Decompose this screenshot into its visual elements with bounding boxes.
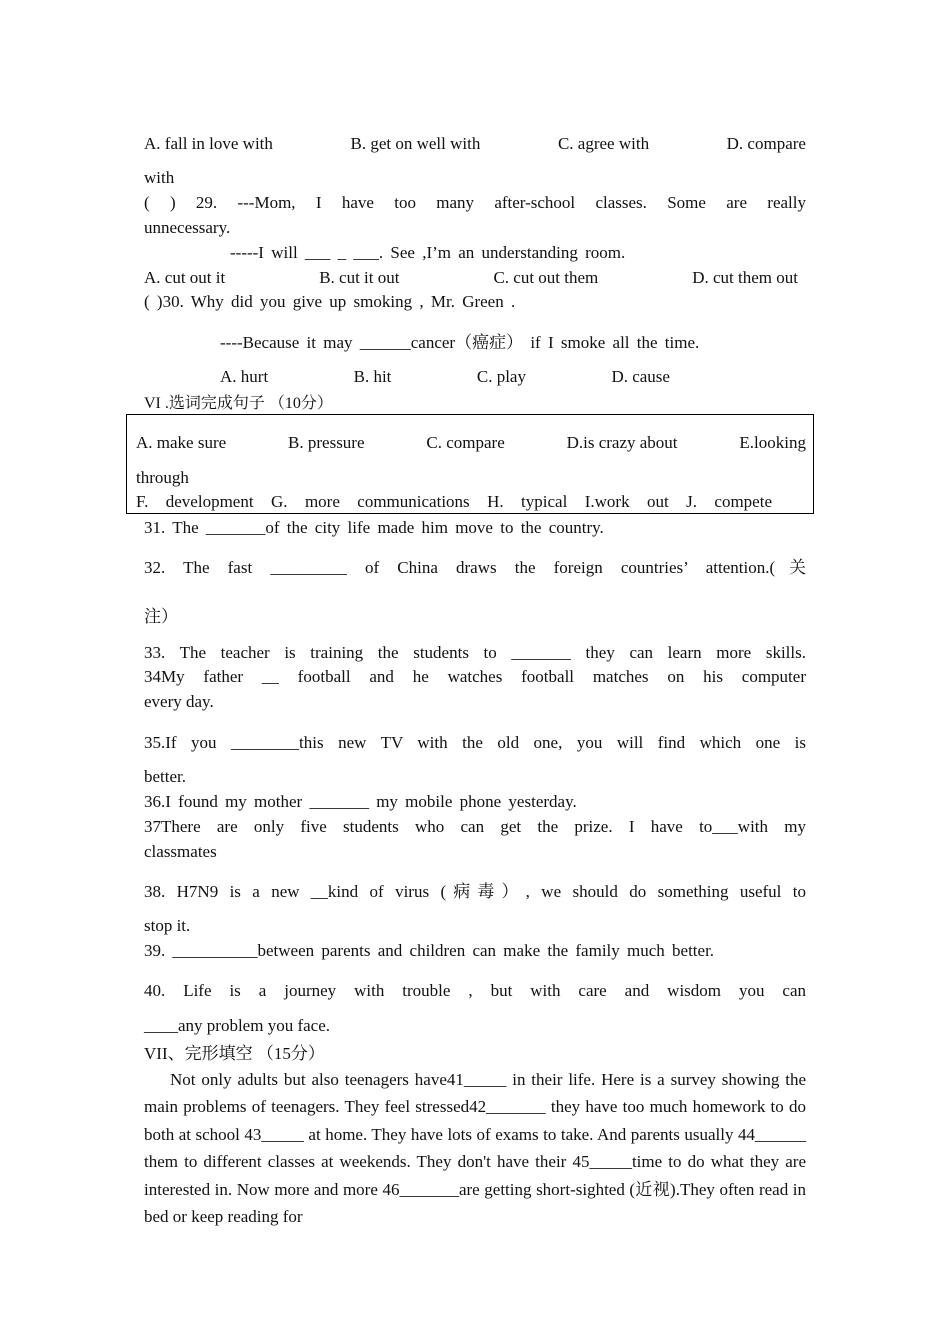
q29-option-a: A. cut out it bbox=[144, 268, 226, 287]
sentence-34: 34My father __ football and he watches football matches on his computer bbox=[144, 667, 806, 686]
word-bank-d: D.is crazy about bbox=[566, 433, 678, 452]
word-bank-line-2: through bbox=[136, 468, 189, 487]
sentence-35: 35.If you ________this new TV with the old one, you will find which one is bbox=[144, 733, 806, 752]
sentence-37-cont: classmates bbox=[144, 842, 217, 861]
sentence-36: 36.I found my mother _______ my mobile phone yesterday. bbox=[144, 792, 577, 811]
sentence-33: 33. The teacher is training the students to _______ they can learn more skills. bbox=[144, 643, 806, 662]
q28-options bbox=[144, 134, 806, 154]
q30-option-b: B. hit bbox=[353, 367, 392, 386]
word-bank-c: C. compare bbox=[426, 433, 505, 452]
q30-reply: ----Because it may ______cancer（癌症） if I smoke all the time. bbox=[220, 333, 700, 352]
section-7-heading: VII、完形填空 （15分） bbox=[144, 1044, 325, 1063]
word-bank-line-1 bbox=[136, 433, 806, 453]
q28-option-c: C. agree with bbox=[557, 134, 650, 153]
cloze-paragraph: Not only adults but also teenagers have41_____ in their life. Here is a survey showing the main problems of teenagers. They feel stressed42_______ they have too much homework to do both at school 43_____ at home. They have lots of exams to take. And parents usually 44______ them to different classes at weekends. They don't have their 45_____time to do what they are interested in. Now more and more 46_______are getting short-sighted (近视).They often read in bed or keep reading for bbox=[144, 1070, 806, 1227]
q29-question-cont: unnecessary. bbox=[144, 218, 231, 237]
word-bank-a: A. make sure bbox=[136, 433, 227, 452]
q29-option-c: C. cut out them bbox=[493, 268, 599, 287]
sentence-34-cont: every day. bbox=[144, 692, 214, 711]
word-bank-e: E.looking bbox=[739, 433, 806, 452]
word-bank-b: B. pressure bbox=[288, 433, 365, 452]
sentence-38-cont: stop it. bbox=[144, 916, 191, 935]
q28-option-d-tail: with bbox=[144, 168, 175, 187]
sentence-35-cont: better. bbox=[144, 767, 187, 786]
sentence-40-cont: ____any problem you face. bbox=[144, 1016, 330, 1035]
q29-reply: -----I will ___ _ ___. See ,I’m an understanding room. bbox=[230, 243, 626, 262]
sentence-39: 39. __________between parents and children can make the family much better. bbox=[144, 941, 715, 960]
q30-options bbox=[220, 367, 670, 387]
q30-option-c: C. play bbox=[476, 367, 526, 386]
q29-option-b: B. cut it out bbox=[319, 268, 400, 287]
sentence-38: 38. H7N9 is a new __kind of virus (病毒）, we should do something useful to bbox=[144, 882, 806, 901]
q30-option-a: A. hurt bbox=[220, 367, 269, 386]
word-bank-line-3: F. development G. more communications H. typical I.work out J. compete bbox=[136, 492, 772, 511]
q30-question: ( )30. Why did you give up smoking , Mr. Green . bbox=[144, 292, 516, 311]
q28-option-b: B. get on well with bbox=[350, 134, 481, 153]
q30-option-d: D. cause bbox=[611, 367, 670, 386]
q28-option-a: A. fall in love with bbox=[144, 134, 273, 153]
sentence-32-cont: 注） bbox=[144, 607, 178, 626]
sentence-40: 40. Life is a journey with trouble , but with care and wisdom you can bbox=[144, 981, 806, 1000]
q29-options bbox=[144, 268, 798, 288]
sentence-31: 31. The _______of the city life made him move to the country. bbox=[144, 518, 604, 537]
section-6-heading: VI .选词完成句子 （10分） bbox=[144, 395, 333, 412]
sentence-32: 32. The fast _________ of China draws the foreign countries’ attention.(关 bbox=[144, 558, 806, 577]
q28-option-d: D. compare bbox=[726, 134, 806, 153]
sentence-37: 37There are only five students who can get the prize. I have to___with my bbox=[144, 817, 806, 836]
q29-option-d: D. cut them out bbox=[692, 268, 798, 287]
q29-question: ( ) 29. ---Mom, I have too many after-school classes. Some are really bbox=[144, 193, 806, 212]
